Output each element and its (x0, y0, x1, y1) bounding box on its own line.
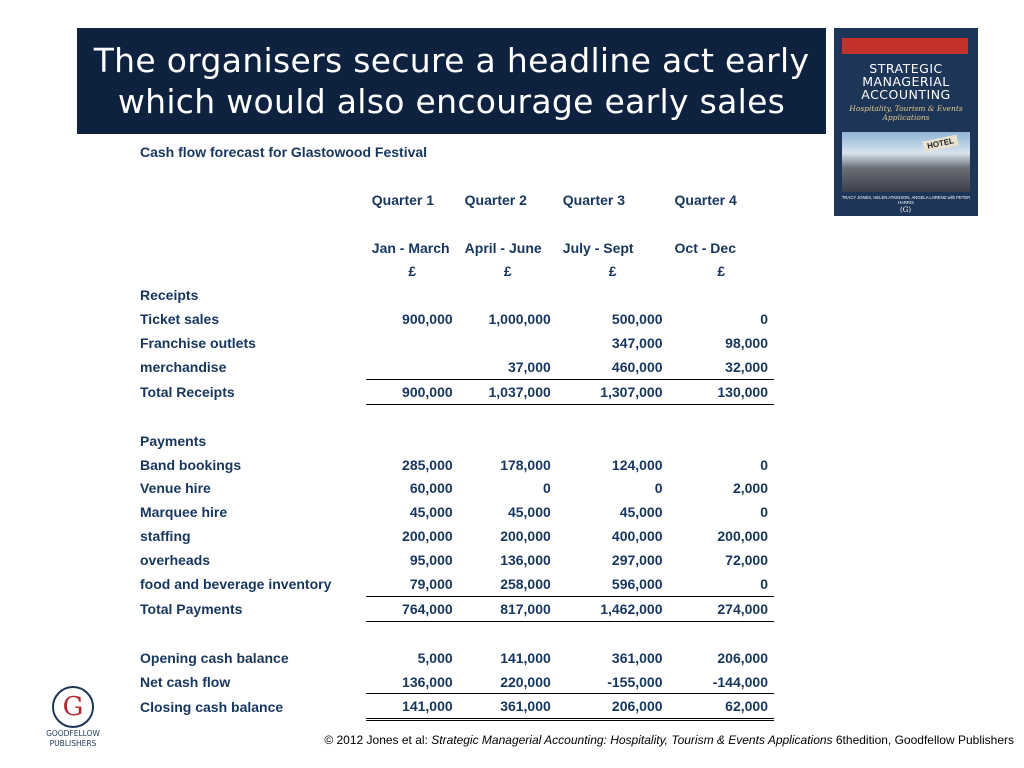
book-cover-photo (842, 132, 970, 192)
footer-book-title: Strategic Managerial Accounting: Hospitality, Tourism & Events Applications (431, 733, 833, 747)
table-cell: 200,000 (717, 528, 768, 545)
table-cell: 5,000 (417, 649, 453, 666)
section-heading-row (134, 283, 774, 307)
quarter-header-row (134, 188, 774, 212)
spacer-row (134, 621, 774, 645)
table-cell: 178,000 (500, 456, 551, 473)
table-cell: 274,000 (669, 596, 774, 621)
table-row (134, 331, 774, 355)
table-cell: 220,000 (500, 673, 551, 690)
copyright-footer (324, 733, 1014, 747)
table-cell: 285,000 (402, 456, 453, 473)
table-row (134, 453, 774, 477)
receipts-heading: Receipts (140, 287, 199, 304)
table-cell: 136,000 (500, 552, 551, 569)
spacer-row (134, 164, 774, 188)
table-cell: 596,000 (611, 575, 663, 592)
table-cell (366, 331, 459, 355)
logo-circle-icon (52, 686, 94, 728)
publisher-logo (40, 686, 106, 750)
table-cell: 98,000 (725, 335, 768, 352)
table-title: Cash flow forecast for Glastowood Festival (140, 143, 428, 160)
table-cell: 0 (760, 311, 768, 328)
row-label: Marquee hire (140, 504, 228, 521)
table-row (134, 355, 774, 379)
cash-flow-table (134, 140, 774, 721)
row-label: Band bookings (140, 456, 242, 473)
period-header: Oct - Dec (674, 239, 736, 256)
table-title-row (134, 140, 774, 164)
table-cell: 60,000 (409, 480, 453, 497)
table-cell: 258,000 (500, 575, 551, 592)
book-cover-image (834, 28, 978, 216)
table-cell (366, 355, 459, 379)
total-row (134, 694, 774, 720)
table-cell: 500,000 (611, 311, 663, 328)
row-label: Total Payments (140, 600, 243, 617)
table-cell: 0 (654, 480, 663, 497)
book-cover-strip (842, 38, 968, 54)
table-cell: 200,000 (500, 528, 551, 545)
book-cover-title: STRATEGIC MANAGERIAL ACCOUNTING (861, 61, 951, 102)
hotel-sign: HOTEL (922, 134, 959, 152)
table-cell: 1,462,000 (557, 596, 669, 621)
total-row (134, 379, 774, 404)
book-cover-authors: TRACY JONES, HELEN ATKINSON, ANGELA LORENZ with PETER HARRIS (841, 195, 971, 205)
table-cell: 1,307,000 (557, 379, 669, 404)
period-header: Jan - March (371, 239, 450, 256)
quarter-header: Quarter 2 (464, 191, 527, 208)
quarter-header: Quarter 1 (371, 191, 435, 208)
table-cell: 361,000 (611, 649, 663, 666)
quarter-header: Quarter 4 (674, 191, 737, 208)
table-cell: 297,000 (611, 552, 663, 569)
period-header-row (134, 236, 774, 260)
period-header: July - Sept (562, 239, 634, 256)
table-cell: 45,000 (619, 504, 663, 521)
row-label: Venue hire (140, 480, 211, 497)
table-cell: 95,000 (409, 552, 453, 569)
table-row (134, 476, 774, 500)
book-cover-logo: (G) (900, 206, 912, 214)
table-row (134, 524, 774, 548)
row-label: merchandise (140, 359, 227, 376)
table-row (134, 500, 774, 524)
row-label: Total Receipts (140, 383, 235, 400)
table-cell: 79,000 (409, 575, 453, 592)
table-cell (459, 331, 557, 355)
row-label: Net cash flow (140, 673, 231, 690)
table-cell: 124,000 (611, 456, 663, 473)
table-cell: 900,000 (366, 379, 459, 404)
quarter-header: Quarter 3 (562, 191, 626, 208)
table-cell: 0 (543, 480, 551, 497)
table-cell: 37,000 (507, 358, 551, 375)
table-row (134, 572, 774, 596)
spacer-row (134, 404, 774, 428)
table-cell: 200,000 (402, 528, 453, 545)
book-cover-subtitle: Hospitality, Tourism & Events Applications (849, 104, 963, 122)
currency-symbol: £ (608, 263, 617, 280)
row-label: Closing cash balance (140, 698, 284, 715)
section-heading-row (134, 429, 774, 453)
table-cell: 45,000 (409, 504, 453, 521)
table-cell: 32,000 (725, 358, 768, 375)
currency-symbol: £ (717, 263, 726, 280)
table-cell: 817,000 (459, 596, 557, 621)
table-cell: 900,000 (402, 311, 453, 328)
total-row (134, 596, 774, 621)
table-row (134, 670, 774, 694)
row-label: food and beverage inventory (140, 576, 332, 593)
table-cell: 206,000 (717, 649, 768, 666)
logo-line1: GOODFELLOW (46, 729, 100, 738)
footer-suffix: 6thedition, Goodfellow Publishers (832, 733, 1014, 747)
currency-symbol: £ (408, 263, 417, 280)
table-cell: 1,000,000 (488, 311, 551, 328)
table-cell: 62,000 (669, 694, 774, 720)
table-cell: 0 (760, 456, 768, 473)
row-label: Ticket sales (140, 311, 220, 328)
logo-glyph: G (62, 692, 84, 722)
table-cell: 460,000 (611, 358, 663, 375)
spacer-row (134, 212, 774, 236)
table-cell: 45,000 (507, 504, 551, 521)
footer-prefix: © 2012 Jones et al: (324, 733, 432, 747)
table-cell: 141,000 (366, 694, 459, 720)
payments-heading: Payments (140, 432, 207, 449)
table-cell: -144,000 (712, 673, 768, 690)
logo-line2: PUBLISHERS (49, 739, 97, 748)
table-cell: 2,000 (732, 480, 768, 497)
table-cell: 0 (760, 504, 768, 521)
row-label: Opening cash balance (140, 649, 289, 666)
table-cell: 1,037,000 (459, 379, 557, 404)
period-header: April - June (464, 239, 542, 256)
table-row (134, 548, 774, 572)
table-cell: 141,000 (500, 649, 551, 666)
row-label: overheads (140, 552, 211, 569)
table-cell: 72,000 (725, 552, 768, 569)
table-cell: 347,000 (611, 335, 663, 352)
table-cell: 0 (760, 575, 768, 592)
table-row (134, 646, 774, 670)
currency-row (134, 259, 774, 283)
currency-symbol: £ (503, 263, 512, 280)
table-cell: 361,000 (459, 694, 557, 720)
slide-title-banner (77, 28, 826, 134)
row-label: staffing (140, 528, 191, 545)
table-cell: -155,000 (607, 673, 663, 690)
table-cell: 136,000 (402, 673, 453, 690)
table-row (134, 307, 774, 331)
row-label: Franchise outlets (140, 335, 256, 352)
slide-title: The organisers secure a headline act early which would also encourage early sales (93, 41, 810, 121)
table-cell: 400,000 (611, 528, 663, 545)
table-cell: 206,000 (557, 694, 669, 720)
table-cell: 130,000 (669, 379, 774, 404)
table-cell: 764,000 (366, 596, 459, 621)
